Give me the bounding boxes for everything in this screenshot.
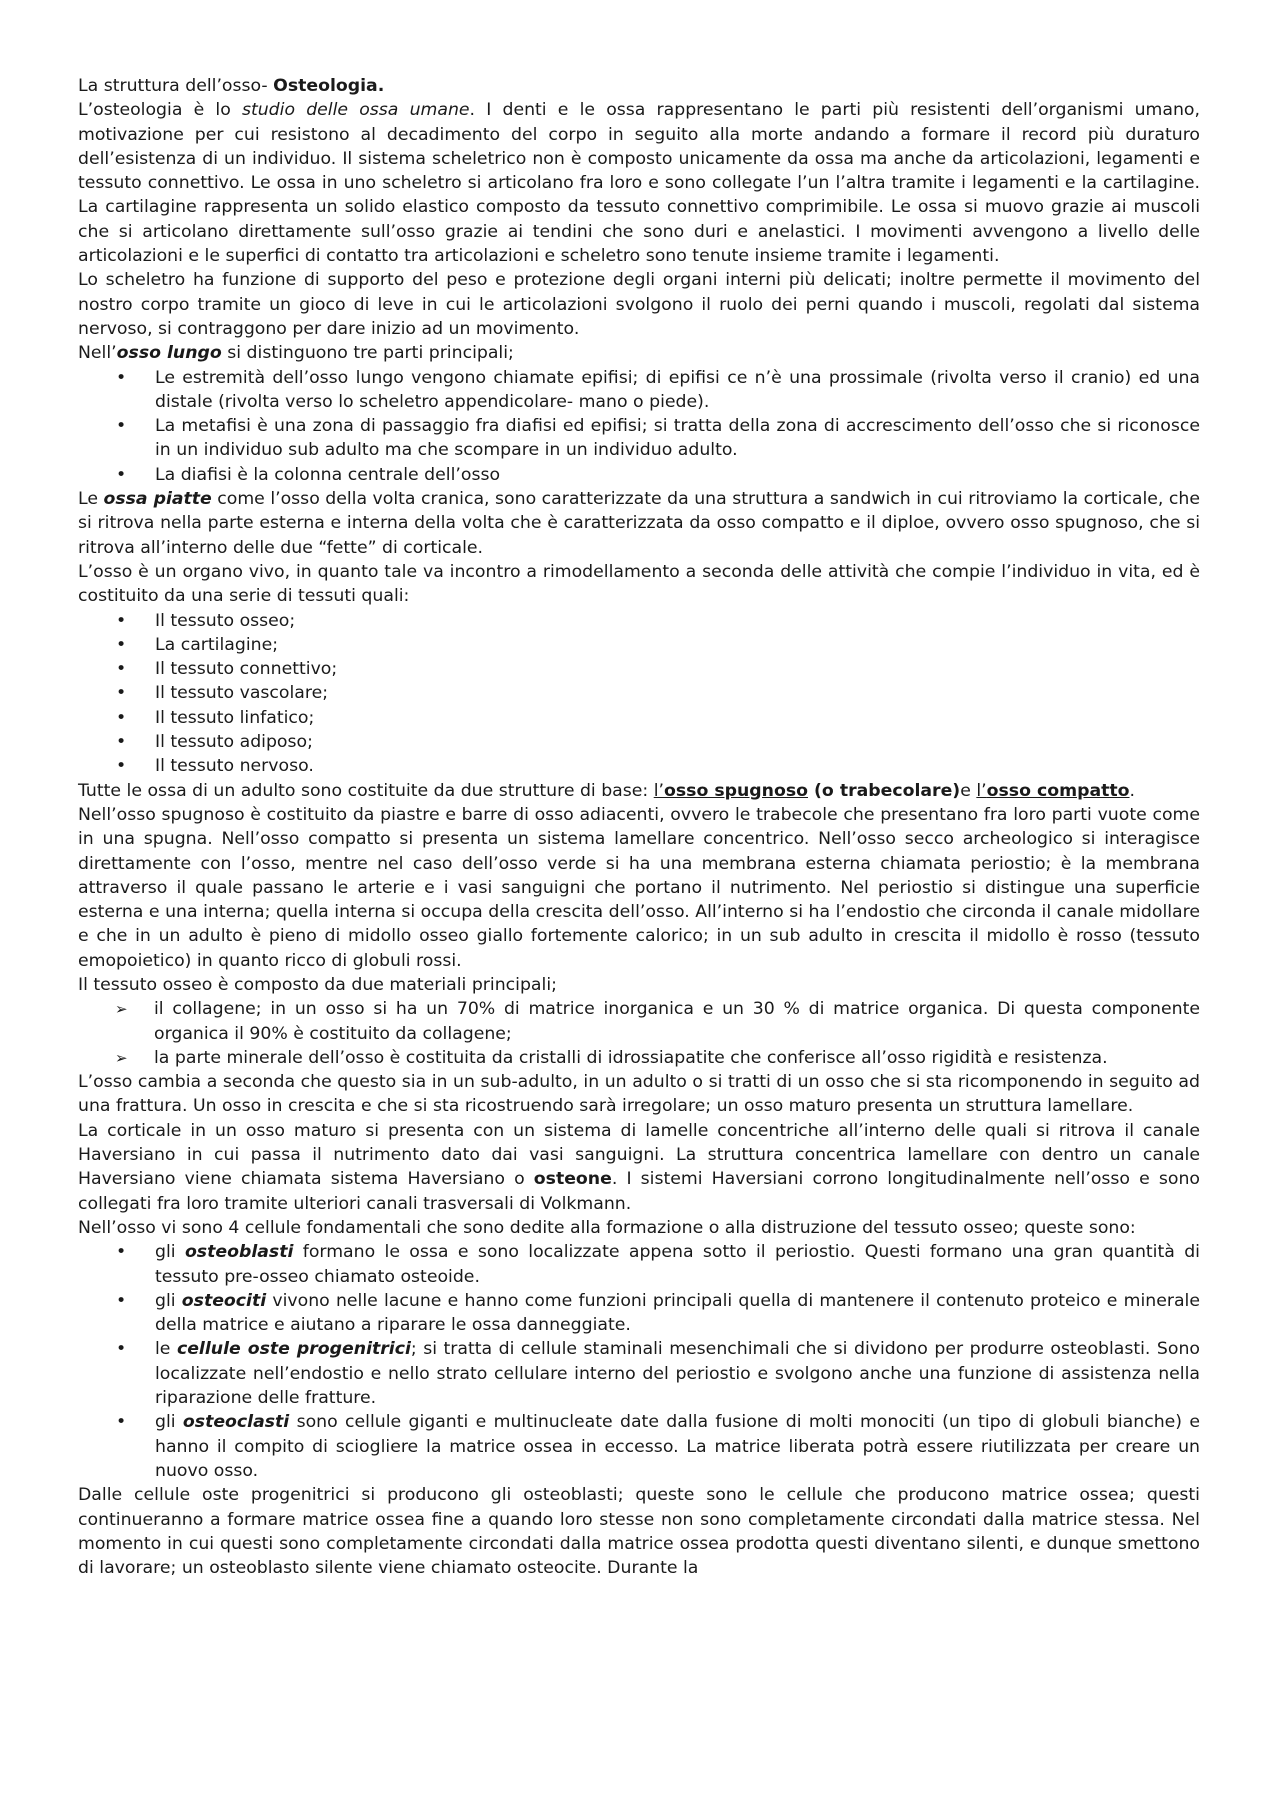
list-item: • Il tessuto osseo; <box>78 609 1200 633</box>
emphasis-text: cellule oste progenitrici <box>176 1339 411 1360</box>
term-spongy-bone: osso spugnoso <box>664 780 809 801</box>
paragraph-flat-bones: Le ossa piatte come l’osso della volta cranica, sono caratterizzate da una struttura a sandwich in cui ritroviamo la corticale, che si ritrova nella parte esterna e interna della volta che è caratterizzata da osso compatto e il diploe, ovvero osso spugnoso, che si ritrova all’interno delle due “fette” di corticale. <box>78 489 1200 558</box>
emphasis-text: ossa piatte <box>103 489 212 510</box>
list-item: • gli osteociti vivono nelle lacune e hanno come funzioni principali quella di mantenere il contenuto proteico e minerale della matrice e aiutano a riparare le ossa danneggiate. <box>116 1290 1200 1336</box>
bullet-icon: • <box>116 659 127 680</box>
long-bone-parts-list <box>78 366 1200 487</box>
list-item: • La diafisi è la colonna centrale dell’osso <box>78 463 1200 487</box>
list-item: • Il tessuto adiposo; <box>78 730 1200 754</box>
paragraph-cells-intro: Nell’osso vi sono 4 cellule fondamentali che sono dedite alla formazione o alla distruzione del tessuto osseo; queste sono: <box>78 1217 1136 1238</box>
paragraph-intro: L’osteologia è lo studio delle ossa umane. I denti e le ossa rappresentano le parti più resistenti dell’organismi umano, motivazione per cui resistono al decadimento del corpo in seguito alla morte andando a formare il record più duraturo dell’esistenza di un individuo. Il sistema scheletrico non è composto unicamente da ossa ma anche da articolazioni, legamenti e tessuto connettivo. Le ossa in uno scheletro si articolano fra loro e sono collegate l’un l’altra tramite i legamenti e la cartilagine. La cartilagine rappresenta un solido elastico composto da tessuto connettivo comprimibile. Le ossa si muovo grazie ai muscoli che si articolano direttamente sull’osso grazie ai tendini che sono duri e anelastici. I movimenti avvengono a livello delle articolazioni e le superfici di contatto tra articolazioni e scheletro sono tenute insieme tramite i legamenti. <box>78 100 1200 267</box>
paragraph-base-structures: Tutte le ossa di un adulto sono costituite da due strutture di base: l’osso spugnoso (o trabecolare)e l’osso compatto. <box>78 780 1136 801</box>
bullet-icon: • <box>116 634 127 655</box>
list-item: • gli osteoblasti formano le ossa e sono localizzate appena sotto il periostio. Questi formano una gran quantità di tessuto pre-osseo chiamato osteoide. <box>116 1242 1200 1287</box>
list-item: • La metafisi è una zona di passaggio fra diafisi ed epifisi; si tratta della zona di accrescimento dell’osso che si riconosce in un individuo sub adulto ma che scompare in un individuo adulto. <box>116 416 1200 461</box>
bullet-icon: • <box>116 464 127 485</box>
paragraph-living-organ: L’osso è un organo vivo, in quanto tale va incontro a rimodellamento a seconda delle attività che compie l’individuo in vita, ed è costituito da una serie di tessuti quali: <box>78 561 1200 607</box>
list-item: • le cellule oste progenitrici; si tratta di cellule staminali mesenchimali che si dividono per produrre osteoblasti. Sono localizzate nell’endostio e nello strato cellulare interno del periostio e svolgono anche una funzione di assistenza nella riparazione delle fratture. <box>116 1339 1200 1409</box>
paragraph-long-bone: Nell’osso lungo si distinguono tre parti principali; <box>78 343 514 364</box>
emphasis-text: studio delle ossa umane <box>241 100 470 121</box>
list-item: • Il tessuto vascolare; <box>78 681 1200 705</box>
materials-list <box>78 997 1200 1070</box>
paragraph-materials: Il tessuto osseo è composto da due materiali principali; <box>78 974 557 995</box>
paragraph-skeleton-function: Lo scheletro ha funzione di supporto del peso e protezione degli organi interni più delicati; inoltre permette il movimento del nostro corpo tramite un gioco di leve in cui le articolazioni svolgono il ruolo dei perni quando i muscoli, regolati dal sistema nervoso, si contraggono per dare inizio ad un movimento. <box>78 270 1200 339</box>
term-osteone: osteone <box>533 1169 612 1190</box>
bullet-icon: • <box>116 1290 127 1311</box>
term-compact-bone: osso compatto <box>986 780 1130 801</box>
emphasis-text: osteoclasti <box>182 1412 290 1433</box>
list-item: • Il tessuto nervoso. <box>78 754 1200 778</box>
list-item: • Il tessuto connettivo; <box>78 657 1200 681</box>
bullet-icon: • <box>116 610 127 631</box>
bullet-icon: • <box>116 1339 127 1360</box>
list-item: • Il tessuto linfatico; <box>78 706 1200 730</box>
bullet-icon: • <box>116 732 127 753</box>
list-item: • gli osteoclasti sono cellule giganti e multinucleate date dalla fusione di molti monociti (un tipo di globuli bianche) e hanno il compito di sciogliere la matrice ossea in eccesso. La matrice liberata potrà essere riutilizzata per creare un nuovo osso. <box>116 1412 1200 1481</box>
list-item: ➢ il collagene; in un osso si ha un 70% di matrice inorganica e un 30 % di matrice organica. Di questa componente organica il 90% è costituito da collagene; <box>115 999 1200 1044</box>
arrow-bullet-icon: ➢ <box>115 1000 128 1019</box>
title-bold: Osteologia. <box>273 76 385 96</box>
bullet-icon: • <box>116 367 127 388</box>
list-item: • La cartilagine; <box>78 633 1200 657</box>
bullet-icon: • <box>116 416 127 437</box>
tissue-list <box>78 609 1200 779</box>
paragraph-osteoblasts: Dalle cellule oste progenitrici si producono gli osteoblasti; queste sono le cellule che producono matrice ossea; questi continueranno a formare matrice ossea fine a quando loro stesse non sono completamente circondati dalla matrice stessa. Nel momento in cui questi sono completamente circondati dalla matrice ossea prodotta questi diventano silenti, e dunque smettono di lavorare; un osteoblasto silente viene chiamato osteocite. Durante la <box>78 1485 1200 1579</box>
emphasis-text: osso lungo <box>116 343 222 364</box>
emphasis-text: osteoblasti <box>184 1242 294 1263</box>
bullet-icon: • <box>116 707 127 728</box>
bullet-icon: • <box>116 756 127 777</box>
bullet-icon: • <box>116 683 127 704</box>
paragraph-haversian: La corticale in un osso maturo si presenta con un sistema di lamelle concentriche all’interno delle quali si ritrova il canale Haversiano in cui passa il nutrimento dato dai vasi sanguigni. La struttura concentrica lamellare con dentro un canale Haversiano viene chiamata sistema Haversiano o osteone. I sistemi Haversiani corrono longitudinalmente nell’osso e sono collegati fra loro tramite ulteriori canali trasversali di Volkmann. <box>78 1120 1200 1214</box>
document-title <box>78 74 1200 98</box>
arrow-bullet-icon: ➢ <box>115 1048 128 1067</box>
paragraph-bone-change: L’osso cambia a seconda che questo sia in un sub-adulto, in un adulto o si tratti di un osso che si sta ricomponendo in seguito ad una frattura. Un osso in crescita e che si sta ricostruendo sarà irregolare; un osso maturo presenta un struttura lamellare. <box>78 1072 1200 1117</box>
emphasis-text: osteociti <box>181 1290 267 1311</box>
list-item: • Le estremità dell’osso lungo vengono chiamate epifisi; di epifisi ce n’è una prossimale (rivolta verso il cranio) ed una distale (rivolta verso lo scheletro appendicolare- mano o piede). <box>116 367 1200 412</box>
list-item: ➢ la parte minerale dell’osso è costituita da cristalli di idrossiapatite che conferisce all’osso rigidità e resistenza. <box>78 1046 1200 1070</box>
cells-list <box>78 1240 1200 1483</box>
title-text: La struttura dell’osso- <box>78 76 274 96</box>
bullet-icon: • <box>116 1242 127 1263</box>
paragraph-spongy-compact: Nell’osso spugnoso è costituito da piastre e barre di osso adiacenti, ovvero le trabecole che presentano fra loro parti vuote come in una spugna. Nell’osso compatto si presenta un sistema lamellare concentrico. Nell’osso secco archeologico si interagisce direttamente con l’osso, mentre nel caso dell’osso verde si ha una membrana esterna chiamata periostio; è la membrana attraverso il quale passano le arterie e i vasi sanguigni che portano il nutrimento. Nel periostio si distingue una superficie esterna e una interna; quella interna si occupa della crescita dell’osso. All’interno si ha l’endostio che circonda il canale midollare e che in un adulto è pieno di midollo osseo giallo fortemente calorico; in un sub adulto in crescita il midollo è rosso (tessuto emopoietico) in quanto ricco di globuli rossi. <box>78 804 1200 971</box>
bullet-icon: • <box>116 1412 127 1433</box>
